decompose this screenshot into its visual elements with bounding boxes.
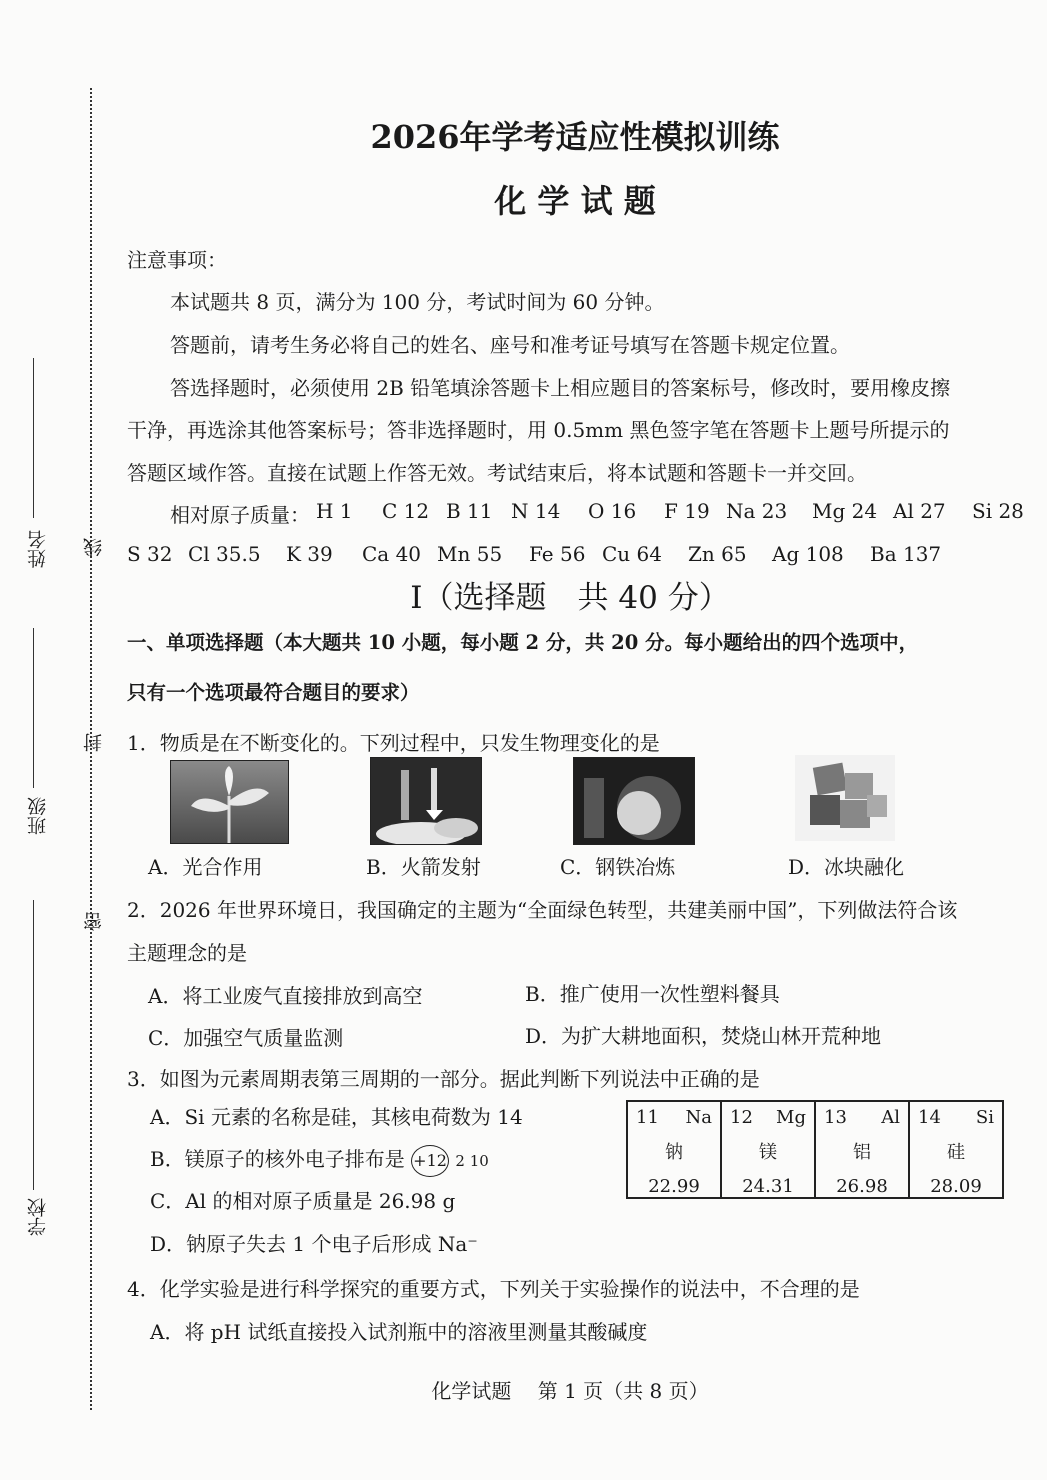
atomic-mass-item: Ag 108 (772, 542, 844, 566)
question-2-option-d: D．为扩大耕地面积，焚烧山林开荒种地 (525, 1024, 882, 1048)
atomic-mass-item: Mg 24 (812, 499, 878, 523)
section-instruction-2: 只有一个选项最符合题目的要求） (127, 681, 420, 704)
element-cell-si (909, 1101, 1003, 1198)
question-4-stem: 4．化学实验是进行科学探究的重要方式，下列关于实验操作的说法中，不合理的是 (127, 1277, 860, 1301)
atomic-mass: 22.99 (648, 1176, 700, 1197)
question-1-option-a: A．光合作用 (148, 855, 263, 879)
atomic-mass: 28.09 (930, 1176, 982, 1197)
notes-line-1: 本试题共 8 页，满分为 100 分，考试时间为 60 分钟。 (170, 290, 665, 314)
atomic-mass-item: B 11 (446, 499, 493, 523)
atomic-mass-item: Cu 64 (602, 542, 662, 566)
question-3-option-a: A．Si 元素的名称是硅，其核电荷数为 14 (150, 1105, 523, 1129)
atomic-mass-item: Mn 55 (437, 542, 503, 566)
question-2-option-a: A．将工业废气直接排放到高空 (148, 984, 423, 1008)
notes-line-2: 答题前，请考生务必将自己的姓名、座号和准考证号填写在答题卡规定位置。 (170, 333, 850, 357)
atomic-number: 11 (636, 1107, 659, 1128)
atomic-number: 14 (918, 1107, 941, 1128)
element-symbol: Al (881, 1107, 900, 1128)
atomic-mass-label: 相对原子质量： (170, 503, 310, 527)
exam-title: 2026年学考适应性模拟训练 (370, 118, 780, 156)
atomic-mass-item: Zn 65 (688, 542, 747, 566)
periodic-table-fragment (626, 1100, 1004, 1199)
atomic-number: 12 (730, 1107, 753, 1128)
exam-subtitle: 化 学 试 题 (494, 182, 656, 220)
question-1-option-c: C．钢铁冶炼 (560, 855, 676, 879)
element-cell-na (627, 1101, 721, 1198)
element-name: 镁 (759, 1142, 777, 1163)
atomic-mass: 24.31 (742, 1176, 794, 1197)
notes-line-3a: 答选择题时，必须使用 2B 铅笔填涂答题卡上相应题目的答案标号，修改时，要用橡皮擦 (170, 376, 951, 400)
question-3-option-b (150, 1143, 489, 1177)
binding-seal-char: 封 (83, 733, 105, 752)
atomic-mass-item: Fe 56 (529, 542, 586, 566)
notes-heading: 注意事项： (127, 248, 227, 272)
atomic-mass-item: F 19 (664, 499, 710, 523)
element-name: 铝 (853, 1142, 871, 1163)
atomic-mass-item: Si 28 (972, 499, 1024, 523)
page-footer: 化学试题 第 1 页（共 8 页） (431, 1379, 709, 1403)
steel-smelting-image (573, 757, 695, 845)
element-symbol: Mg (776, 1107, 806, 1128)
name-underline (33, 358, 34, 518)
school-label: 学校 (27, 1198, 49, 1236)
atomic-mass-item: Cl 35.5 (188, 542, 261, 566)
atomic-mass-item: O 16 (588, 499, 637, 523)
question-3-option-b-text: B．镁原子的核外电子排布是 (150, 1147, 405, 1171)
binding-secret-char: 密 (83, 912, 105, 931)
notes-line-3c: 答题区域作答。直接在试题上作答无效。考试结束后，将本试题和答题卡一并交回。 (127, 461, 867, 485)
atomic-mass-item: Ca 40 (362, 542, 422, 566)
class-label: 班级 (27, 797, 49, 835)
question-2-stem-1: 2．2026 年世界环境日，我国确定的主题为“全面绿色转型，共建美丽中国”，下列做法符合该 (127, 898, 958, 922)
nucleus-circle: +12 (411, 1145, 449, 1177)
element-cell-mg (721, 1101, 815, 1198)
school-underline (33, 900, 34, 1190)
atomic-mass-item: N 14 (511, 499, 561, 523)
element-name: 钠 (665, 1142, 683, 1163)
section-instruction-1: 一、单项选择题（本大题共 10 小题，每小题 2 分，共 20 分。每小题给出的四个选项中， (127, 631, 919, 654)
ice-melting-image (795, 755, 895, 841)
photosynthesis-image (170, 760, 289, 844)
atomic-mass-item: C 12 (382, 499, 430, 523)
question-2-stem-2: 主题理念的是 (127, 941, 247, 965)
atomic-mass-item: K 39 (286, 542, 333, 566)
question-4-option-a: A．将 pH 试纸直接投入试剂瓶中的溶液里测量其酸碱度 (150, 1320, 648, 1344)
question-1-stem: 1．物质是在不断变化的。下列过程中，只发生物理变化的是 (127, 731, 660, 755)
question-3-option-c: C．Al 的相对原子质量是 26.98 g (150, 1189, 456, 1213)
question-2-option-b: B．推广使用一次性塑料餐具 (525, 982, 780, 1006)
electron-shells: 2 10 (455, 1152, 489, 1170)
atomic-mass-item: Ba 137 (870, 542, 942, 566)
section-title: Ⅰ（选择题 共 40 分） (410, 580, 730, 616)
class-underline (33, 628, 34, 788)
atomic-mass-item: S 32 (127, 542, 173, 566)
question-2-option-c: C．加强空气质量监测 (148, 1026, 344, 1050)
question-1-option-b: B．火箭发射 (366, 855, 481, 879)
atomic-number: 13 (824, 1107, 847, 1128)
atomic-mass-item: H 1 (316, 499, 353, 523)
rocket-launch-image (370, 757, 482, 845)
element-symbol: Na (685, 1107, 712, 1128)
notes-line-3b: 干净，再选涂其他答案标号；答非选择题时，用 0.5mm 黑色签字笔在答题卡上题号所提示的 (127, 418, 950, 442)
atomic-mass-item: Na 23 (726, 499, 788, 523)
binding-line-char: 线 (83, 538, 105, 557)
name-label: 姓名 (27, 530, 49, 568)
question-3-option-d: D．钠原子失去 1 个电子后形成 Na⁻ (150, 1232, 478, 1256)
atomic-mass: 26.98 (836, 1176, 888, 1197)
question-1-option-d: D．冰块融化 (788, 855, 905, 879)
question-3-stem: 3．如图为元素周期表第三周期的一部分。据此判断下列说法中正确的是 (127, 1067, 760, 1091)
atomic-mass-item: Al 27 (893, 499, 946, 523)
element-symbol: Si (975, 1107, 994, 1128)
element-cell-al (815, 1101, 909, 1198)
element-name: 硅 (947, 1142, 965, 1163)
